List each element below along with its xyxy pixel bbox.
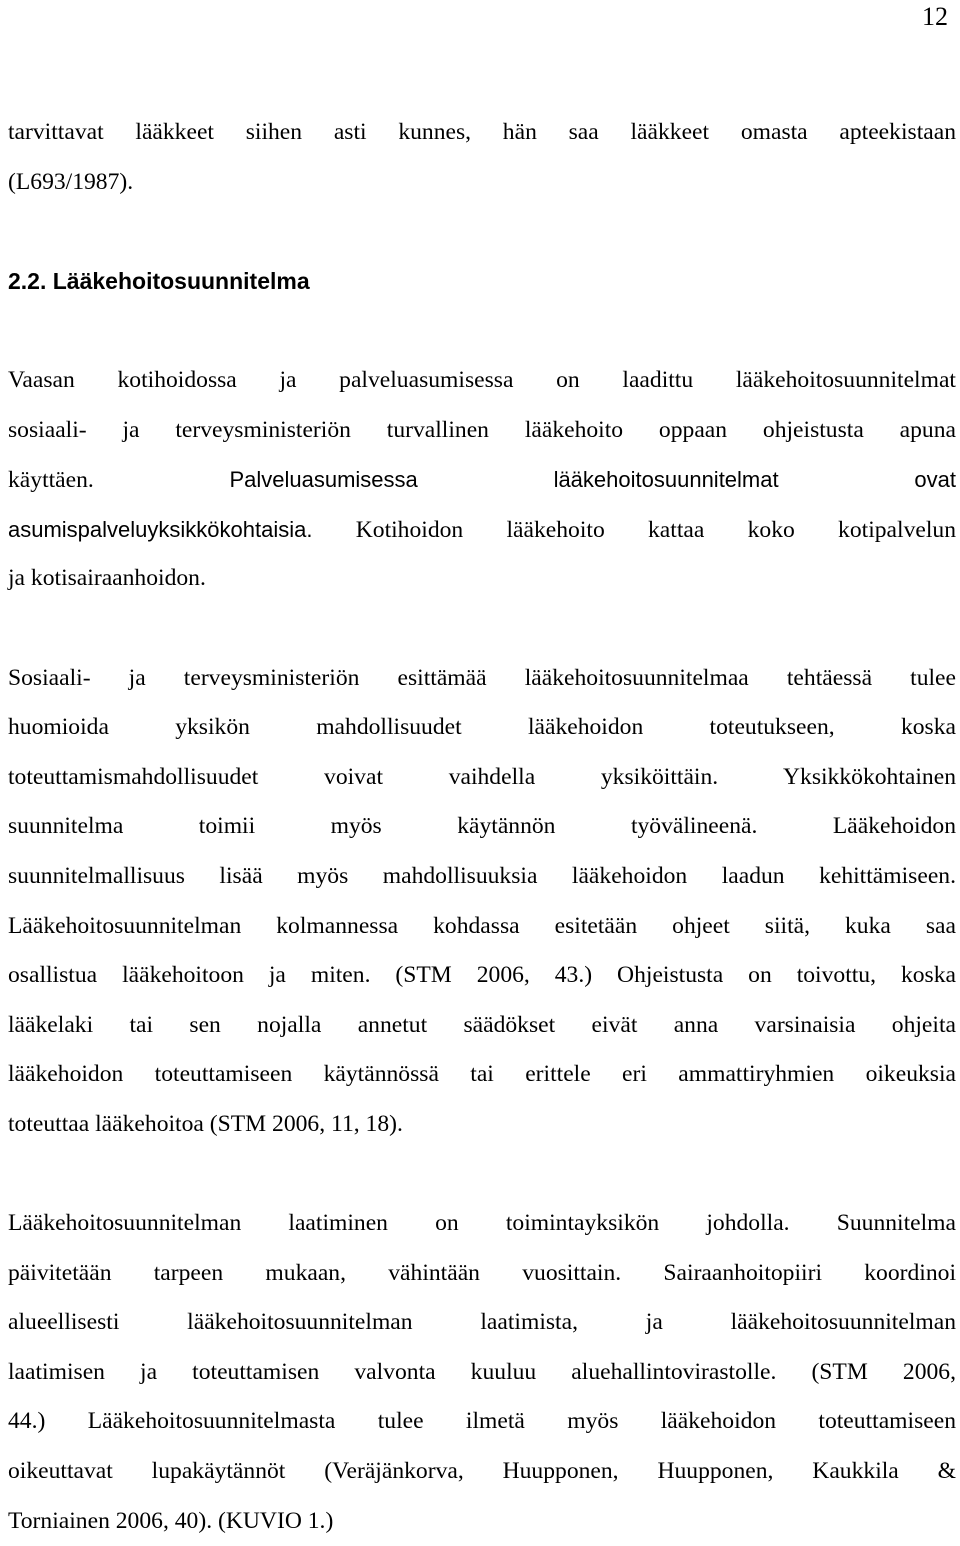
text-line: lääkelaki tai sen nojalla annetut säädökset eivät anna varsinaisia ohjeita (8, 1011, 956, 1038)
text-line: laatimisen ja toteuttamisen valvonta kuuluu aluehallintovirastolle. (STM 2006, (8, 1358, 956, 1385)
document-body (8, 108, 956, 1546)
text-line: ja kotisairaanhoidon. (8, 565, 206, 592)
text-line: Vaasan kotihoidossa ja palveluasumisessa on laadittu lääkehoitosuunnitelmat (8, 366, 956, 393)
text-line: osallistua lääkehoitoon ja miten. (STM 2006, 43.) Ohjeistusta on toivottu, koska (8, 962, 956, 989)
page-number: 12 (922, 2, 948, 31)
text-line: toteuttamismahdollisuudet voivat vaihdella yksiköittäin. Yksikkökohtainen (8, 763, 956, 790)
text-line (8, 505, 956, 555)
text-line: Lääkehoitosuunnitelman laatiminen on toimintayksikön johdolla. Suunnitelma (8, 1210, 956, 1237)
paragraph-1 (8, 356, 956, 604)
text-line: Sosiaali- ja terveysministeriön esittämää lääkehoitosuunnitelmaa tehtäessä tulee (8, 664, 956, 691)
text-line (8, 455, 956, 505)
text-line: sosiaali- ja terveysministeriön turvallinen lääkehoito oppaan ohjeistusta apuna (8, 416, 956, 443)
text-line: alueellisesti lääkehoitosuunnitelman laatimista, ja lääkehoitosuunnitelman (8, 1309, 956, 1336)
text-line: suunnitelma toimii myös käytännön työvälineenä. Lääkehoidon (8, 813, 956, 840)
paragraph-2 (8, 654, 956, 1150)
text-line: (L693/1987). (8, 168, 134, 195)
text-line: 44.) Lääkehoitosuunnitelmasta tulee ilmetä myös lääkehoidon toteuttamiseen (8, 1408, 956, 1435)
text-line: Torniainen 2006, 40). (KUVIO 1.) (8, 1507, 334, 1534)
section-heading: 2.2. Lääkehoitosuunnitelma (8, 267, 310, 294)
text-fragment-sans: asumispalveluyksikkökohtaisia. (8, 516, 313, 542)
intro-paragraph (8, 108, 956, 207)
text-line: suunnitelmallisuus lisää myös mahdollisuuksia lääkehoidon laadun kehittämiseen. (8, 862, 956, 889)
text-line: päivitetään tarpeen mukaan, vähintään vuosittain. Sairaanhoitopiiri koordinoi (8, 1259, 956, 1286)
paragraph-3 (8, 1199, 956, 1546)
text-fragment-sans: Palveluasumisessa lääkehoitosuunnitelmat ovat (229, 467, 956, 493)
text-line: oikeuttavat lupakäytännöt (Veräjänkorva, Huupponen, Huupponen, Kaukkila & (8, 1458, 956, 1485)
text-line: lääkehoidon toteuttamiseen käytännössä tai erittele eri ammattiryhmien oikeuksia (8, 1061, 956, 1088)
text-fragment: Kotihoidon lääkehoito kattaa koko kotipalvelun (355, 516, 956, 543)
text-fragment: käyttäen. (8, 467, 94, 494)
text-line: toteuttaa lääkehoitoa (STM 2006, 11, 18). (8, 1110, 403, 1137)
text-line: huomioida yksikön mahdollisuudet lääkehoidon toteutukseen, koska (8, 714, 956, 741)
text-line: Lääkehoitosuunnitelman kolmannessa kohdassa esitetään ohjeet siitä, kuka saa (8, 912, 956, 939)
text-line: tarvittavat lääkkeet siihen asti kunnes, hän saa lääkkeet omasta apteekistaan (8, 119, 956, 145)
